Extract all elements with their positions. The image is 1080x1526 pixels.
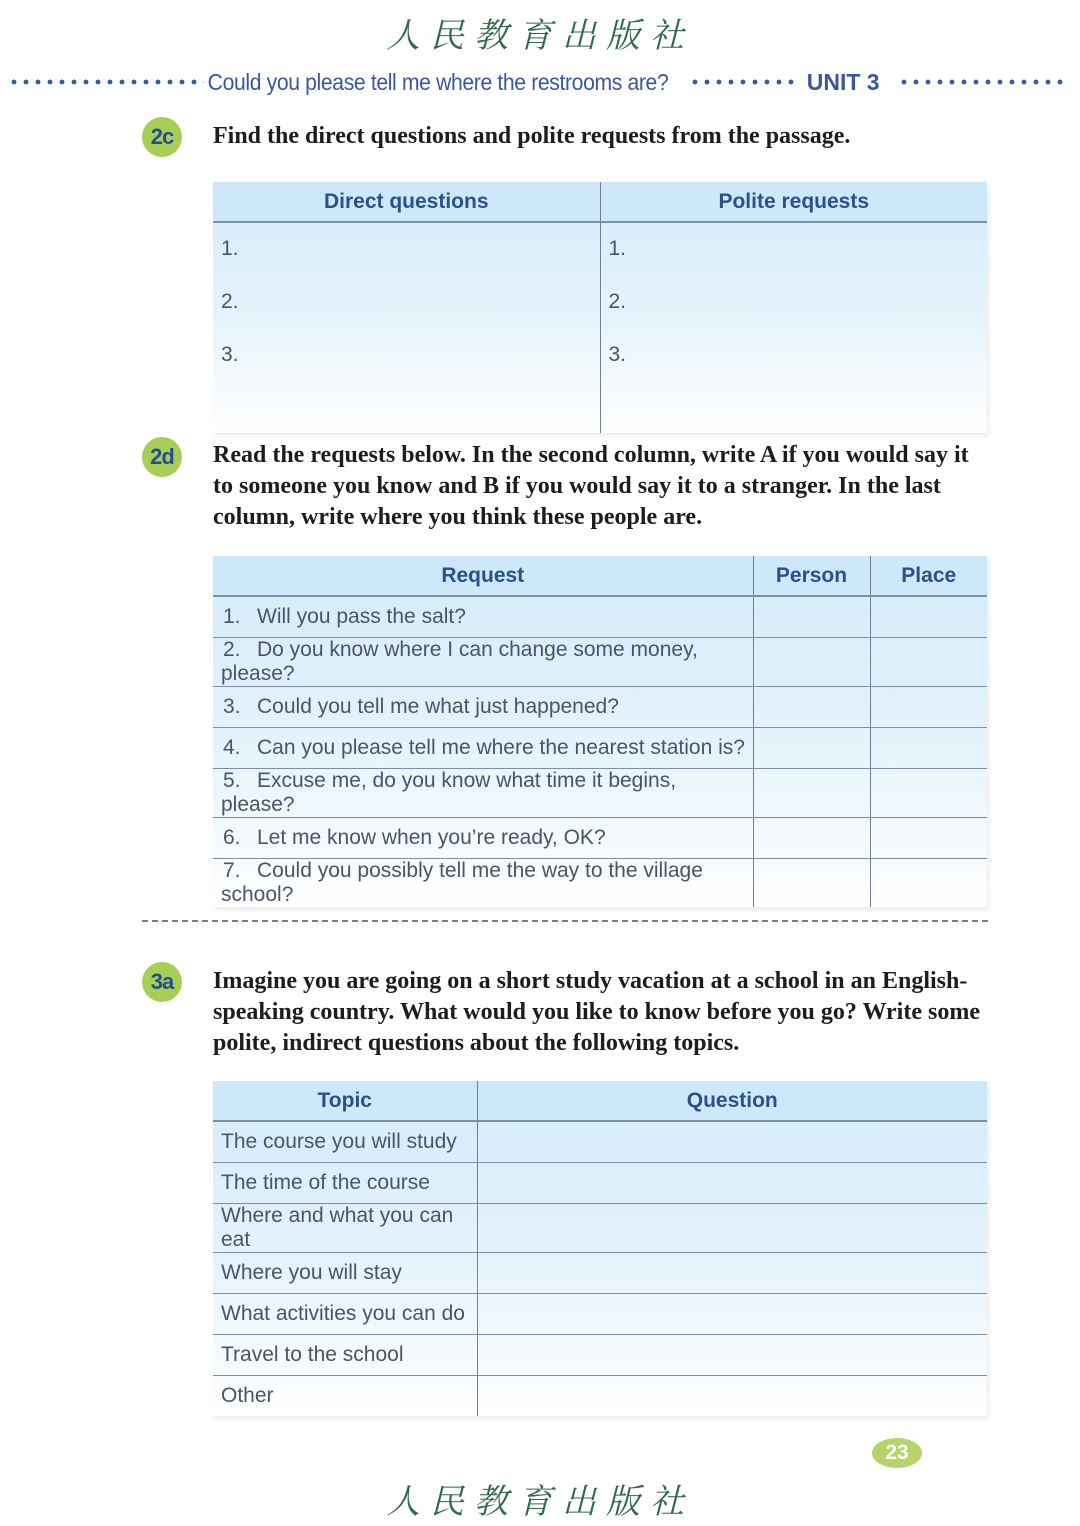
place-input-cell[interactable] [870,686,987,727]
publisher-watermark-top: 人民教育出版社 [386,16,694,56]
request-cell [213,596,753,637]
person-input-cell[interactable] [753,817,870,858]
unit-label: UNIT 3 [806,68,880,95]
place-input-cell[interactable] [870,768,987,817]
dot-leader [8,79,204,85]
table-row [213,1334,987,1375]
table-row [213,1162,987,1203]
person-input-cell[interactable] [753,686,870,727]
answer-cell-polite-3[interactable]: 3. [600,328,987,381]
instruction-2d: Read the requests below. In the second column, write A if you would say it to someone you know and B if you would say it to a stranger. In the last column, write where you think these people are. [213,442,969,530]
requests-table [213,556,987,907]
person-input-cell[interactable] [753,637,870,686]
table-row [213,637,987,686]
running-head [0,64,1080,100]
table-row [213,596,987,637]
direct-vs-polite-table [213,182,987,433]
blank-cell[interactable] [600,381,987,433]
dot-leader [689,79,797,85]
request-cell [213,727,753,768]
topic-cell: Where and what you can eat [213,1203,477,1252]
request-cell [213,768,753,817]
dot-leader [898,79,1068,85]
question-input-cell[interactable] [477,1121,987,1162]
request-number: 2. [223,637,241,661]
place-input-cell[interactable] [870,858,987,907]
topic-cell: Travel to the school [213,1334,477,1375]
exercise-badge-2d: 2d [142,437,182,477]
answer-cell-direct-1[interactable]: 1. [221,237,239,260]
question-input-cell[interactable] [477,1334,987,1375]
exercise-badge-2c: 2c [142,117,182,157]
question-input-cell[interactable] [477,1375,987,1416]
topic-cell: What activities you can do [213,1293,477,1334]
question-input-cell[interactable] [477,1293,987,1334]
place-input-cell[interactable] [870,596,987,637]
request-text: Will you pass the salt? [257,604,466,628]
table-row [213,1293,987,1334]
topic-cell: The time of the course [213,1162,477,1203]
answer-cell-polite-1[interactable]: 1. [600,222,987,275]
table-row [213,222,987,275]
request-cell [213,637,753,686]
topics-questions-table [213,1081,987,1416]
column-header-polite-requests: Polite requests [600,182,987,222]
column-header-person: Person [753,556,870,596]
unit-title: Could you please tell me where the restrooms are? [207,68,669,95]
table-row [213,768,987,817]
request-text: Let me know when you’re ready, OK? [257,825,606,849]
person-input-cell[interactable] [753,768,870,817]
request-number: 3. [223,694,241,718]
column-header-direct-questions: Direct questions [213,182,600,222]
table-row [213,1375,987,1416]
instruction-3a: Imagine you are going on a short study vacation at a school in an English-speaking country. What would you like to know before you go? Write some polite, indirect questions about the following topics. [213,968,980,1056]
place-input-cell[interactable] [870,637,987,686]
request-text: Can you please tell me where the nearest station is? [257,735,745,759]
column-header-place: Place [870,556,987,596]
request-cell [213,858,753,907]
table-row [213,858,987,907]
instruction-2c: Find the direct questions and polite requests from the passage. [213,123,851,149]
request-text: Excuse me, do you know what time it begins, please? [221,768,677,816]
blank-cell[interactable] [213,381,600,433]
question-input-cell[interactable] [477,1203,987,1252]
request-number: 7. [223,858,241,882]
page-number-badge: 23 [872,1438,922,1468]
place-input-cell[interactable] [870,727,987,768]
person-input-cell[interactable] [753,858,870,907]
request-number: 4. [223,735,241,759]
table-row [213,1203,987,1252]
answer-cell-direct-2[interactable]: 2. [221,289,239,313]
question-input-cell[interactable] [477,1252,987,1293]
request-number: 1. [223,604,241,628]
table-row-blank [213,381,987,433]
table-row [213,817,987,858]
answer-cell-direct-3[interactable]: 3. [221,342,239,366]
request-cell [213,817,753,858]
request-number: 6. [223,825,241,849]
publisher-watermark-bottom: 人民教育出版社 [386,1482,694,1522]
request-text: Do you know where I can change some money, please? [221,637,698,685]
exercise-badge-3a: 3a [142,962,182,1002]
topic-cell: Where you will stay [213,1252,477,1293]
topic-cell: Other [221,1383,274,1407]
table-row [213,1252,987,1293]
column-header-question: Question [477,1081,987,1121]
place-input-cell[interactable] [870,817,987,858]
person-input-cell[interactable] [753,596,870,637]
table-row [213,275,987,328]
person-input-cell[interactable] [753,727,870,768]
table-row [213,686,987,727]
table-row [213,727,987,768]
section-divider [142,920,988,922]
answer-cell-polite-2[interactable]: 2. [600,275,987,328]
request-text: Could you tell me what just happened? [257,694,619,718]
request-text: Could you possibly tell me the way to the village school? [221,858,703,906]
question-input-cell[interactable] [477,1162,987,1203]
column-header-request: Request [213,556,753,596]
request-number: 5. [223,768,241,792]
table-row [213,1121,987,1162]
request-cell [213,686,753,727]
table-row [213,328,987,381]
topic-cell: The course you will study [213,1121,477,1162]
column-header-topic: Topic [213,1081,477,1121]
